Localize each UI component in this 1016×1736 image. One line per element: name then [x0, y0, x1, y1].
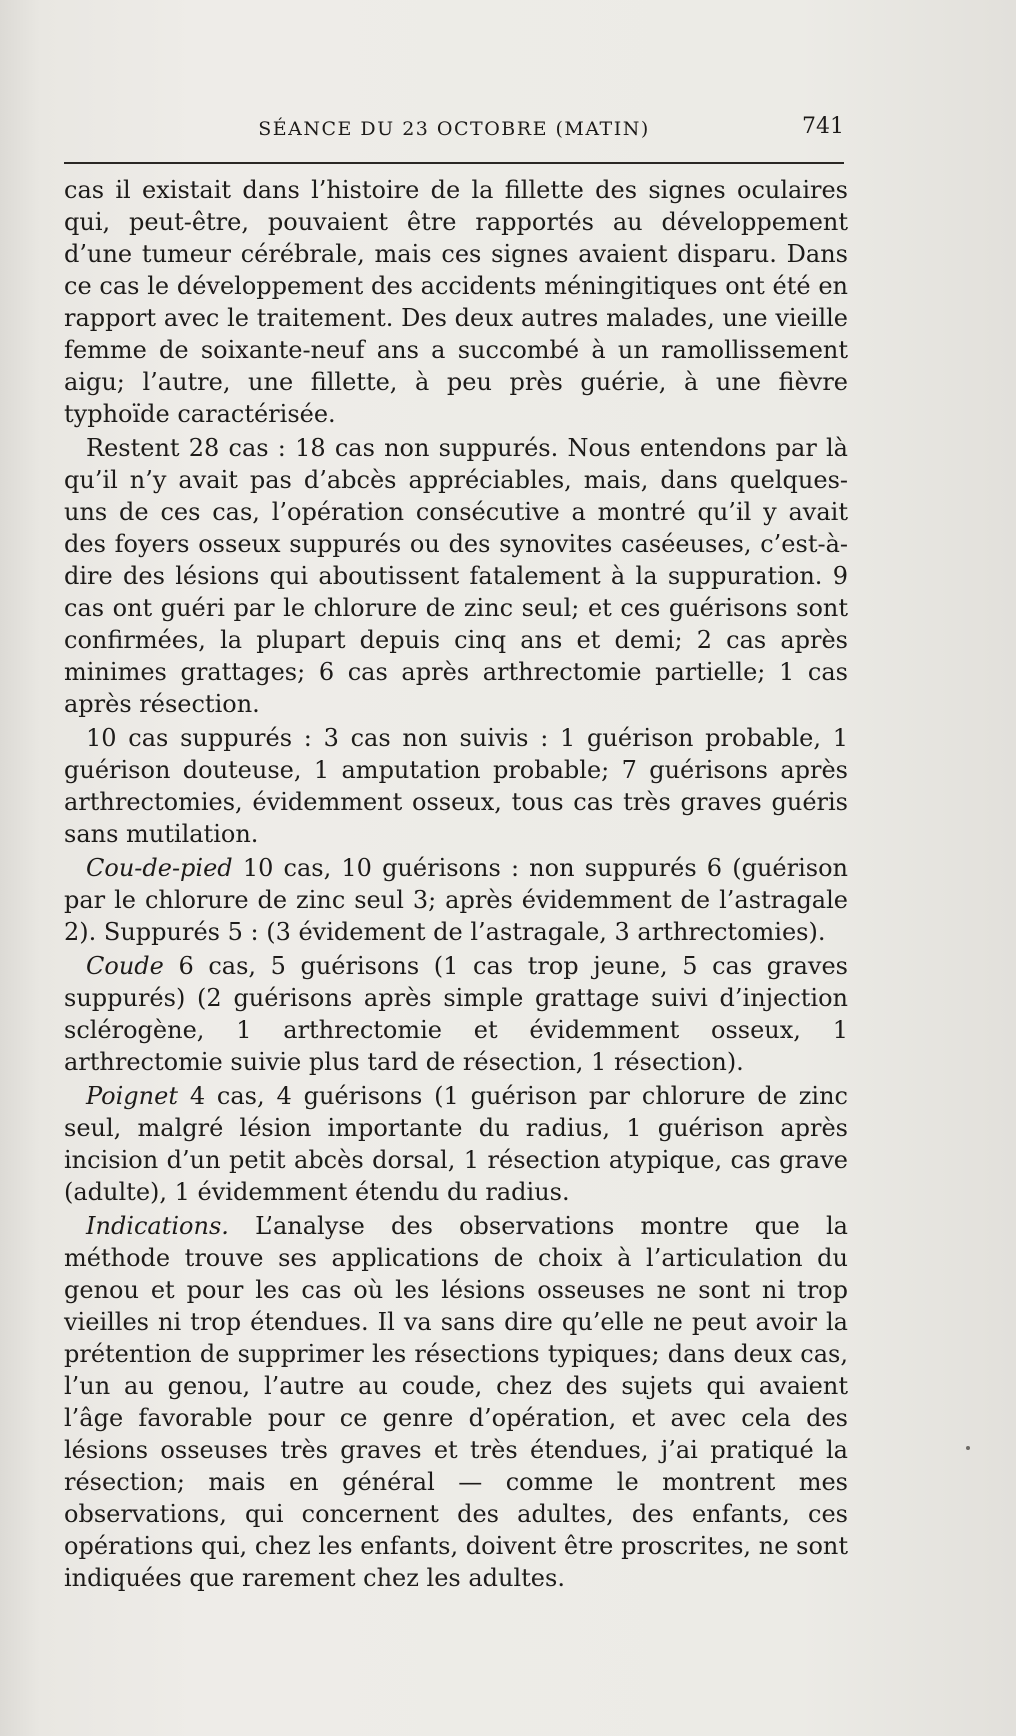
paragraph-lead: Indications.: [86, 1212, 229, 1240]
header-rule: [64, 162, 844, 164]
body-text: [64, 174, 848, 1596]
paragraph-text: 10 cas suppurés : 3 cas non suivis : 1 guérison probable, 1 guérison douteuse, 1 amputation probable; 7 guérisons après arthrectomies, évidemment osseux, tous cas très graves guéris sans mutilation.: [64, 724, 848, 848]
paragraph: [64, 1210, 848, 1594]
paragraph-text: 10 cas, 10 guérisons : non suppurés 6 (guérison par le chlorure de zinc seul 3; après évidemment de l’astragale 2). Suppurés 5 : (3 évidement de l’astragale, 3 arthrectomies).: [64, 854, 848, 946]
paragraph-text: cas il existait dans l’histoire de la fillette des signes oculaires qui, peut-être, pouvaient être rapportés au développement d’une tumeur cérébrale, mais ces signes avaient disparu. Dans ce cas le développement des accidents méningitiques ont été en rapport avec le traitement. Des deux autres malades, une vieille femme de soixante-neuf ans a succombé à un ramollissement aigu; l’autre, une fillette, à peu près guérie, à une fièvre typhoïde caractérisée.: [64, 176, 848, 428]
paragraph: [64, 432, 848, 720]
paragraph: [64, 722, 848, 850]
paragraph: [64, 174, 848, 430]
paper-speck: [966, 1446, 970, 1450]
paragraph-lead: Coude: [86, 952, 164, 980]
paragraph-text: 6 cas, 5 guérisons (1 cas trop jeune, 5 cas graves suppurés) (2 guérisons après simple grattage suivi d’injection sclérogène, 1 arthrectomie et évidemment osseux, 1 arthrectomie suivie plus tard de résection, 1 résection).: [64, 952, 848, 1076]
paragraph: [64, 1080, 848, 1208]
paragraph: [64, 852, 848, 948]
running-header: [64, 112, 844, 148]
page-number: 741: [802, 114, 844, 139]
paragraph-text: 4 cas, 4 guérisons (1 guérison par chlorure de zinc seul, malgré lésion importante du radius, 1 guérison après incision d’un petit abcès dorsal, 1 résection atypique, cas grave (adulte), 1 évidemment étendu du radius.: [64, 1082, 848, 1206]
paragraph-text: L’analyse des observations montre que la méthode trouve ses applications de choix à l’articulation du genou et pour les cas où les lésions osseuses ne sont ni trop vieilles ni trop étendues. Il va sans dire qu’elle ne peut avoir la prétention de supprimer les résections typiques; dans deux cas, l’un au genou, l’autre au coude, chez des sujets qui avaient l’âge favorable pour ce genre d’opération, et avec cela des lésions osseuses très graves et très étendues, j’ai pratiqué la résection; mais en général — comme le montrent mes observations, qui concernent des adultes, des enfants, ces opérations qui, chez les enfants, doivent être proscrites, ne sont indiquées que rarement chez les adultes.: [64, 1212, 848, 1592]
paragraph: [64, 950, 848, 1078]
header-title: SÉANCE DU 23 OCTOBRE (MATIN): [258, 118, 650, 140]
paragraph-text: Restent 28 cas : 18 cas non suppurés. Nous entendons par là qu’il n’y avait pas d’abcès appréciables, mais, dans quelques-uns de ces cas, l’opération consécutive a montré qu’il y avait des foyers osseux suppurés ou des synovites caséeuses, c’est-à-dire des lésions qui aboutissent fatalement à la suppuration. 9 cas ont guéri par le chlorure de zinc seul; et ces guérisons sont confirmées, la plupart depuis cinq ans et demi; 2 cas après minimes grattages; 6 cas après arthrectomie partielle; 1 cas après résection.: [64, 434, 848, 718]
paragraph-lead: Poignet: [86, 1082, 178, 1110]
paragraph-lead: Cou-de-pied: [86, 854, 233, 882]
